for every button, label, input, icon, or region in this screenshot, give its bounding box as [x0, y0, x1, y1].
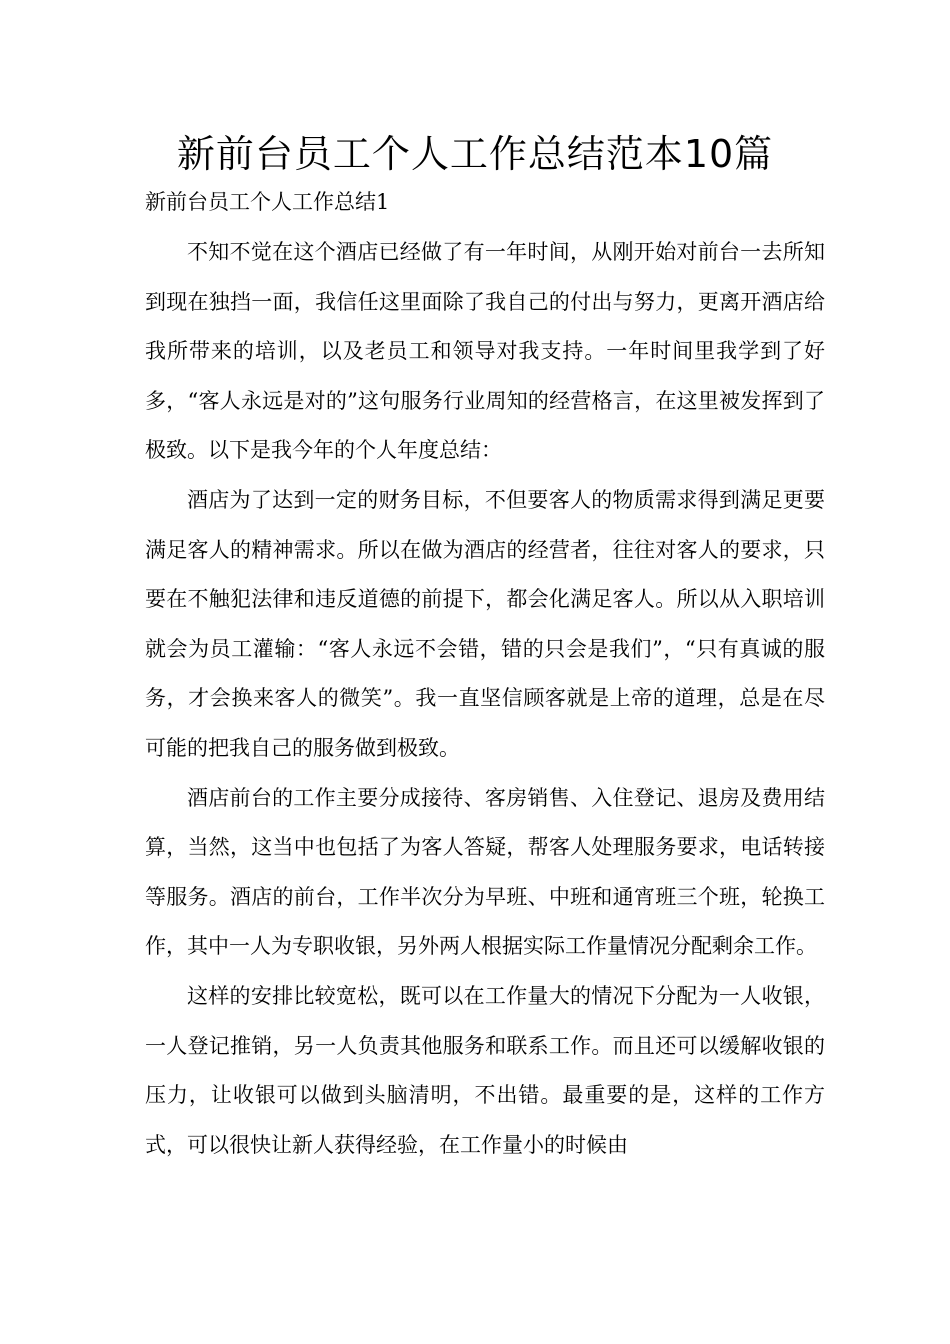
- document-body: [145, 228, 825, 1170]
- paragraph: 不知不觉在这个酒店已经做了有一年时间，从刚开始对前台一去所知到现在独挡一面，我信任这里面除了我自己的付出与努力，更离开酒店给我所带来的培训，以及老员工和领导对我支持。一年时间里我学到了好多，“客人永远是对的”这句服务行业周知的经营格言，在这里被发挥到了极致。以下是我今年的个人年度总结：: [145, 240, 825, 463]
- section-heading: 新前台员工个人工作总结1: [145, 190, 390, 214]
- document-title: 新前台员工个人工作总结范本10篇: [176, 132, 774, 176]
- paragraph: 这样的安排比较宽松，既可以在工作量大的情况下分配为一人收银，一人登记推销，另一人负责其他服务和联系工作。而且还可以缓解收银的压力，让收银可以做到头脑清明，不出错。最重要的是，这样的工作方式，可以很快让新人获得经验，在工作量小的时候由: [145, 983, 825, 1157]
- paragraph: 酒店为了达到一定的财务目标，不但要客人的物质需求得到满足更要满足客人的精神需求。所以在做为酒店的经营者，往往对客人的要求，只要在不触犯法律和违反道德的前提下，都会化满足客人。所以从入职培训就会为员工灌输：“客人永远不会错，错的只会是我们”，“只有真诚的服务，才会换来客人的微笑”。我一直坚信顾客就是上帝的道理，总是在尽可能的把我自己的服务做到极致。: [145, 487, 825, 760]
- paragraph: 酒店前台的工作主要分成接待、客房销售、入住登记、退房及费用结算，当然，这当中也包括了为客人答疑，帮客人处理服务要求，电话转接等服务。酒店的前台，工作半次分为早班、中班和通宵班三个班，轮换工作，其中一人为专职收银，另外两人根据实际工作量情况分配剩余工作。: [145, 785, 825, 959]
